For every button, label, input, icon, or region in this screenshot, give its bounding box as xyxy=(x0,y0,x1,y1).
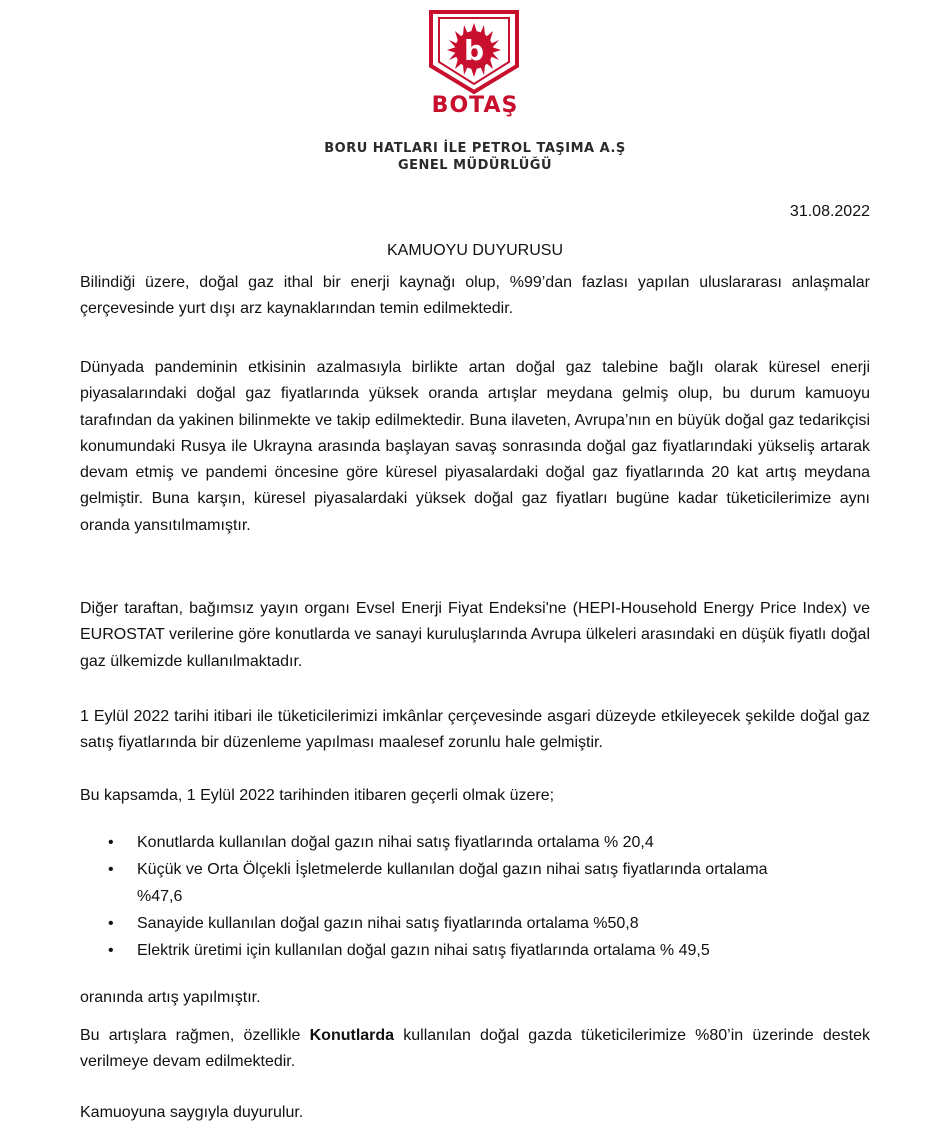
company-name-line1: BORU HATLARI İLE PETROL TAŞIMA A.Ş xyxy=(324,141,626,156)
paragraph-8: Kamuoyuna saygıyla duyurulur. xyxy=(80,1104,304,1121)
brand-name: BOTAŞ xyxy=(431,93,519,118)
document-date: 31.08.2022 xyxy=(789,203,870,220)
list-item xyxy=(108,856,808,910)
bullet-icon: • xyxy=(108,915,114,932)
list-item xyxy=(108,910,808,937)
bullet-icon: • xyxy=(108,942,114,959)
letterhead xyxy=(0,0,950,185)
botas-logo-icon xyxy=(425,8,523,94)
paragraph-7 xyxy=(80,1023,870,1076)
paragraph-7-bold: Konutlarda xyxy=(309,1027,395,1044)
paragraph-6: oranında artış yapılmıştır. xyxy=(80,989,261,1006)
logo-glyph: b xyxy=(463,34,485,67)
paragraph-2: Dünyada pandeminin etkisinin azalmasıyla birlikte artan doğal gaz talebine bağlı olarak küresel enerji piyasalarındaki doğal gaz fiyatlarında yüksek oranda artışlar meydana gelmiş olup, bu durum kamuoyu tarafından da yakinen bilinmekte ve takip edilmektedir. Buna ilaveten, Avrupa’nın en büyük doğal gaz tedarikçisi konumundaki Rusya ile Ukrayna arasında başlayan savaş sonrasında doğal gaz fiyatlarındaki yükseliş artarak devam etmiş ve pandemi öncesine göre küresel piyasalardaki doğal gaz fiyatlarında 20 kat artış meydana gelmiştir. Buna karşın, küresel piyasalardaki yüksek doğal gaz fiyatları bugüne kadar tüketicilerimize aynı oranda yansıtılmamıştır. xyxy=(80,359,870,534)
paragraph-1: Bilindiği üzere, doğal gaz ithal bir enerji kaynağı olup, %99’dan fazlası yapılan uluslararası anlaşmalar çerçevesinde yurt dışı arz kaynaklarından temin edilmektedir. xyxy=(80,274,870,318)
paragraph-7-end: kullanılan doğal gazda tüketicilerimize %80’in üzerinde destek verilmeye devam edilmektedir. xyxy=(80,1027,871,1071)
increase-list xyxy=(108,829,808,964)
list-item xyxy=(108,937,808,964)
company-name-line2: GENEL MÜDÜRLÜĞÜ xyxy=(397,158,553,173)
list-item-text: Elektrik üretimi için kullanılan doğal gazın nihai satış fiyatlarında ortalama % 49,5 xyxy=(137,942,710,959)
paragraph-7-start: Bu artışlara rağmen, özellikle xyxy=(80,1027,310,1044)
list-item-text: Küçük ve Orta Ölçekli İşletmelerde kullanılan doğal gazın nihai satış fiyatlarında ortalama %47,6 xyxy=(137,861,768,905)
list-item xyxy=(108,829,808,856)
bullet-icon: • xyxy=(108,834,114,851)
paragraph-5: Bu kapsamda, 1 Eylül 2022 tarihinden itibaren geçerli olmak üzere; xyxy=(80,787,555,804)
list-item-text: Sanayide kullanılan doğal gazın nihai satış fiyatlarında ortalama %50,8 xyxy=(137,915,639,932)
paragraph-3: Diğer taraftan, bağımsız yayın organı Evsel Enerji Fiyat Endeksi'ne (HEPI-Household Energy Price Index) ve EUROSTAT verilerine göre konutlarda ve sanayi kuruluşlarında Avrupa ülkeleri arasındaki en düşük fiyatlı doğal gaz ülkemizde kullanılmaktadır. xyxy=(80,600,870,670)
bullet-icon: • xyxy=(108,861,114,878)
list-item-text: Konutlarda kullanılan doğal gazın nihai satış fiyatlarında ortalama % 20,4 xyxy=(137,834,654,851)
document-title: KAMUOYU DUYURUSU xyxy=(386,242,563,259)
paragraph-4: 1 Eylül 2022 tarihi itibari ile tüketicilerimizi imkânlar çerçevesinde asgari düzeyde etkileyecek şekilde doğal gaz satış fiyatlarında bir düzenleme yapılması maalesef zorunlu hale gelmiştir. xyxy=(80,708,870,752)
